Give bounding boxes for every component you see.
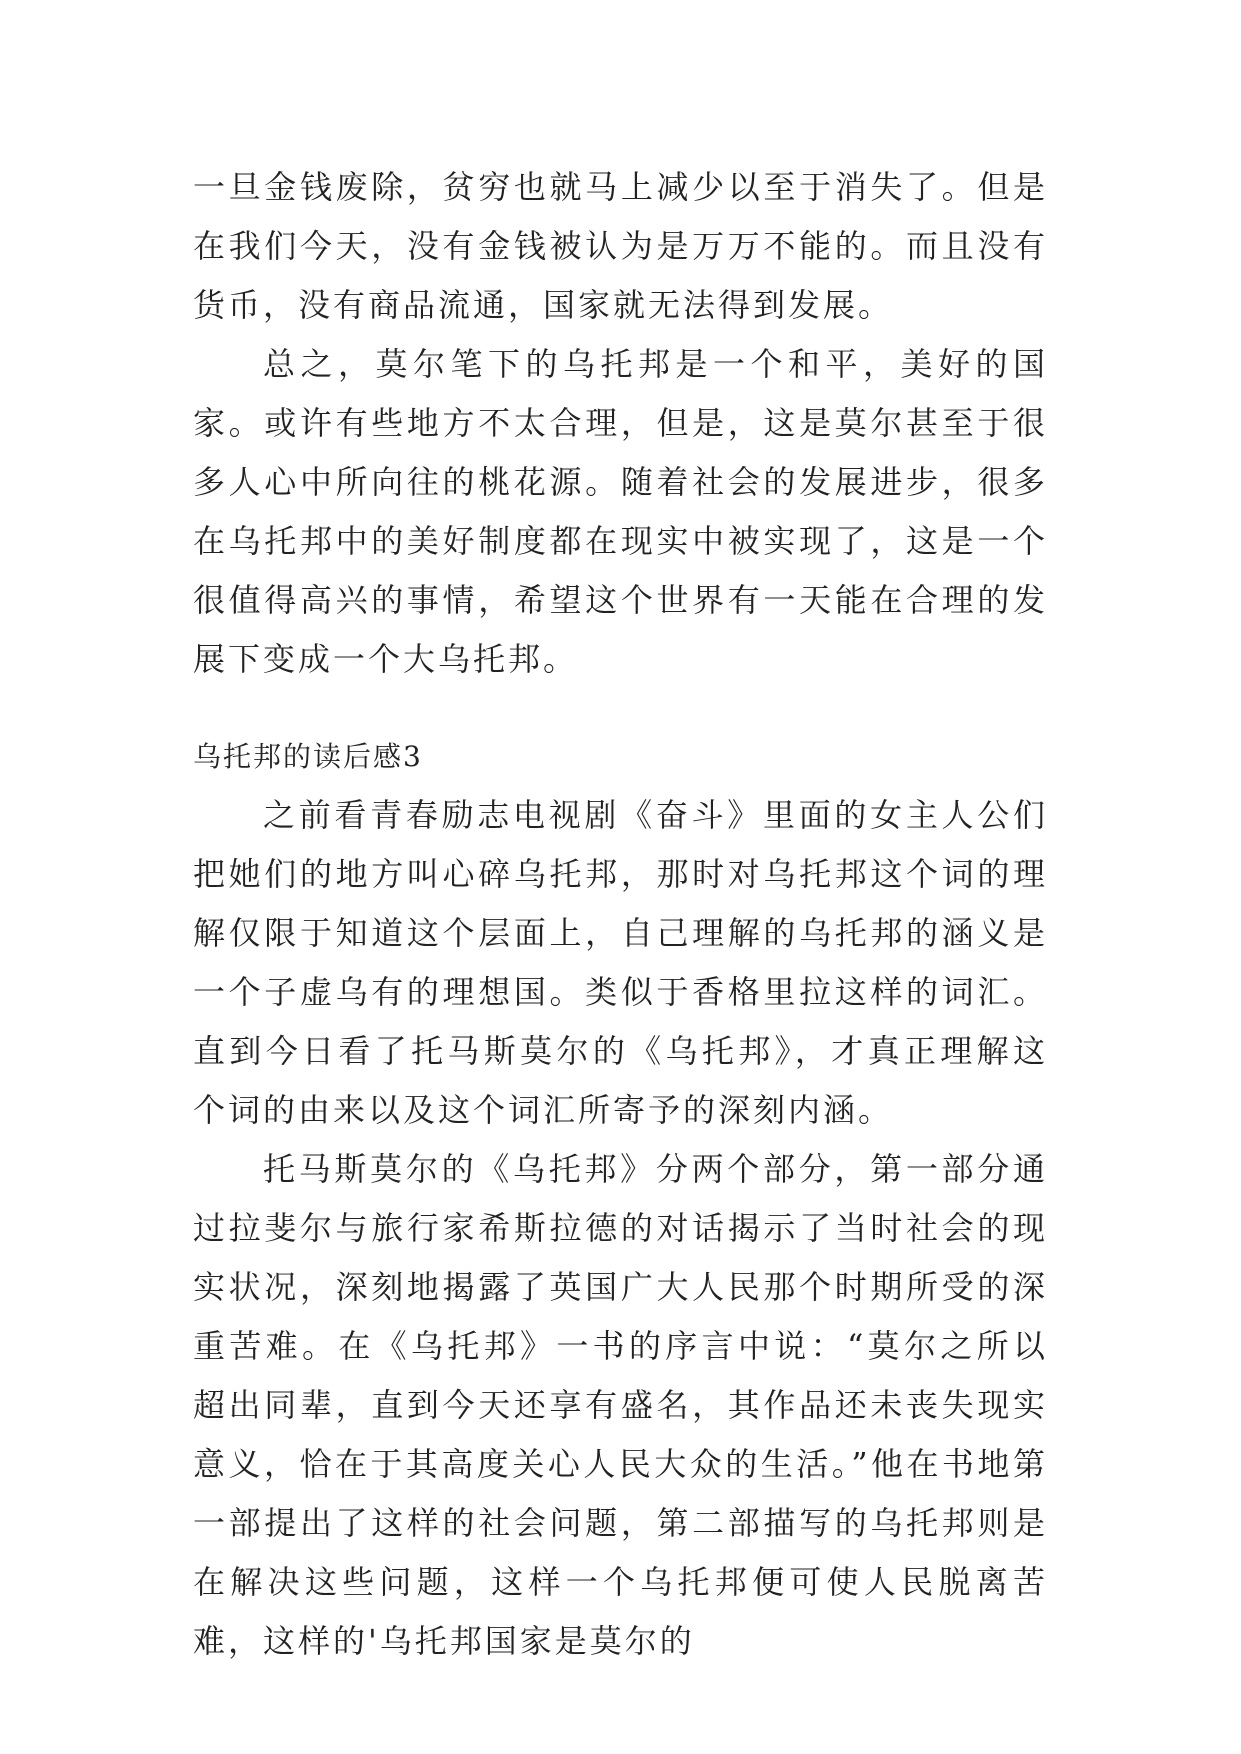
paragraph: 之前看青春励志电视剧《奋斗》里面的女主人公们把她们的地方叫心碎乌托邦，那时对乌托邦这个词的理解仅限于知道这个层面上，自己理解的乌托邦的涵义是一个子虚乌有的理想国。类似于香格里拉这样的词汇。直到今日看了托马斯莫尔的《乌托邦》，才真正理解这个词的由来以及这个词汇所寄予的深刻内涵。 <box>193 796 1048 1129</box>
document-body <box>193 158 1048 1671</box>
paragraph: 托马斯莫尔的《乌托邦》分两个部分，第一部分通过拉斐尔与旅行家希斯拉德的对话揭示了当时社会的现实状况，深刻地揭露了英国广大人民那个时期所受的深重苦难。在《乌托邦》一书的序言中说：“莫尔之所以超出同辈，直到今天还享有盛名，其作品还未丧失现实意义，恰在于其高度关心人民大众的生活。”他在书地第一部提出了这样的社会问题，第二部描写的乌托邦则是在解决这些问题，这样一个乌托邦便可使人民脱离苦难，这样的'乌托邦国家是莫尔的 <box>193 1150 1048 1660</box>
paragraph: 总之，莫尔笔下的乌托邦是一个和平，美好的国家。或许有些地方不太合理，但是，这是莫尔甚至于很多人心中所向往的桃花源。随着社会的发展进步，很多在乌托邦中的美好制度都在现实中被实现了，这是一个很值得高兴的事情，希望这个世界有一天能在合理的发展下变成一个大乌托邦。 <box>193 345 1048 678</box>
section-heading: 乌托邦的读后感3 <box>193 740 423 773</box>
paragraph: 一旦金钱废除，贫穷也就马上减少以至于消失了。但是在我们今天，没有金钱被认为是万万不能的。而且没有货币，没有商品流通，国家就无法得到发展。 <box>193 168 1048 324</box>
